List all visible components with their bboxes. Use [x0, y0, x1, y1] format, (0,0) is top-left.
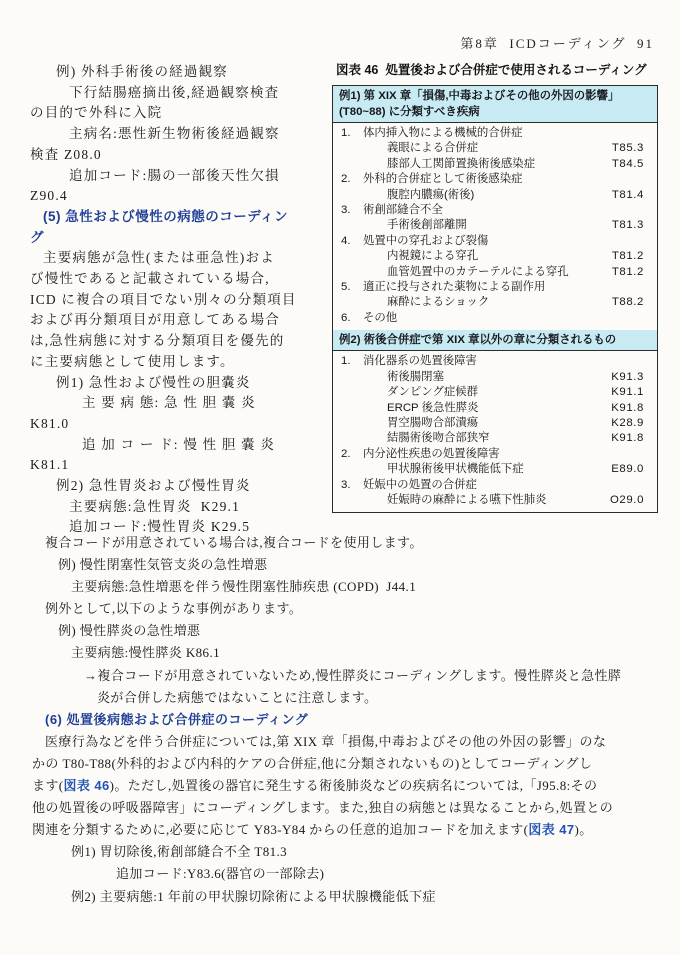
- entry-label: 甲状腺術後甲状機能低下症: [387, 463, 524, 476]
- table-section-body: [333, 351, 657, 512]
- text-line: [30, 124, 334, 145]
- table-entry-row: [333, 370, 657, 385]
- table-group-title: [333, 354, 657, 369]
- text-line: [32, 775, 654, 797]
- table-entry-row: [333, 416, 657, 431]
- text-segment: 主 要 病 態: 急 性 胆 嚢 炎: [82, 395, 256, 411]
- text-segment: 例) 慢性膵炎の急性増悪: [58, 623, 201, 639]
- entry-label: 麻酔によるショック: [387, 296, 490, 309]
- group-title-text: 体内挿入物による機械的合併症: [363, 127, 523, 139]
- text-segment: 例1) 急性および慢性の胆嚢炎: [56, 374, 251, 390]
- text-line: [30, 373, 334, 394]
- text-line: [30, 331, 334, 352]
- table-section-header: 例1) 第 XIX 章「損傷,中毒およびその他の外因の影響」(T80~88) に分類すべき疾病: [333, 86, 657, 123]
- text-segment: 例2) 主要病態:1 年前の甲状腺切除術による甲状腺機能低下症: [71, 888, 436, 904]
- entry-label: 手術後創部離開: [387, 219, 467, 232]
- text-segment: Z90.4: [30, 188, 68, 204]
- figure-reference: 図表 46: [63, 778, 110, 794]
- text-line: [32, 797, 654, 819]
- entry-code: T85.3: [611, 142, 644, 155]
- table-group-title: [333, 234, 657, 249]
- text-line: [32, 554, 654, 576]
- table-entry-row: [333, 265, 657, 280]
- text-segment: (6) 処置後病態および合併症のコーディング: [45, 711, 309, 727]
- text-line: [30, 103, 334, 124]
- entry-label: ダンピング症候群: [387, 386, 479, 399]
- text-line: [32, 863, 654, 885]
- text-segment: 医療行為などを伴う合併症については,第 XIX 章「損傷,中毒およびその他の外因の影響」のな: [45, 733, 607, 749]
- table-entry-row: [333, 218, 657, 233]
- section-heading: [32, 709, 654, 731]
- entry-code: T88.2: [611, 296, 644, 309]
- text-segment: K81.1: [30, 457, 70, 473]
- group-title-text: 内分泌性疾患の処置後障害: [363, 447, 500, 460]
- text-segment: →複合コードが用意されていないため,慢性膵炎にコーディングします。慢性膵炎と急性膵: [84, 667, 622, 683]
- text-segment: 関連を分類するために,必要に応じて Y83-Y84 からの任意的追加コードを加えます(: [32, 822, 529, 838]
- entry-code: K91.1: [611, 386, 644, 399]
- text-line: [32, 598, 654, 620]
- text-line: [30, 352, 334, 373]
- text-line: [30, 83, 334, 104]
- group-number: 6.: [341, 311, 351, 324]
- text-line: [30, 476, 334, 497]
- text-line: [32, 819, 654, 841]
- text-segment: 例外として,以下のような事例があります。: [45, 601, 303, 617]
- text-segment: び慢性であると記載されている場合,: [30, 271, 270, 287]
- group-title-text: 術創部縫合不全: [363, 204, 443, 217]
- text-segment: の目的で外科に入院: [30, 105, 163, 121]
- table-section-body: [333, 123, 657, 330]
- text-line: [32, 665, 654, 687]
- group-title-text: 消化器系の処置後障害: [363, 355, 477, 368]
- text-segment: 例2) 急性胃炎および慢性胃炎: [56, 478, 251, 494]
- table-group-title: [333, 447, 657, 462]
- text-segment: 例) 慢性閉塞性気管支炎の急性増悪: [58, 557, 268, 573]
- table-section-header: 例2) 術後合併症で第 XIX 章以外の章に分類されるもの: [333, 330, 657, 351]
- text-segment: 他の処置後の呼吸器障害」にコーディングします。また,独自の病態とは異なることから,処置との: [32, 800, 614, 816]
- entry-code: T81.2: [611, 265, 644, 278]
- entry-label: 結腸術後吻合部狭窄: [387, 432, 490, 445]
- text-line: [32, 620, 654, 642]
- entry-code: K91.8: [611, 401, 644, 414]
- figure-caption: 図表 46 処置後および合併症で使用されるコーディング: [336, 63, 647, 77]
- text-line: [30, 186, 334, 207]
- text-segment: 下行結腸癌摘出後,経過観察検査: [69, 84, 280, 100]
- text-segment: 追加コード:慢性胃炎 K29.5: [69, 519, 251, 535]
- text-line: [30, 414, 334, 435]
- table-entry-row: [333, 295, 657, 310]
- text-segment: 主要病態が急性(または亜急性)およ: [43, 250, 275, 266]
- entry-code: K28.9: [611, 416, 644, 429]
- table-group-title: [333, 172, 657, 187]
- text-line: [30, 145, 334, 166]
- entry-label: 内視鏡による穿孔: [387, 250, 479, 263]
- entry-label: 妊娠時の麻酔による嚥下性肺炎: [387, 493, 547, 506]
- group-number: 4.: [341, 234, 351, 247]
- table-group-title: [333, 203, 657, 218]
- text-line: [30, 269, 334, 290]
- table-entry-row: [333, 401, 657, 416]
- table-group-title: [333, 126, 657, 141]
- text-line: [32, 731, 654, 753]
- text-line: [32, 576, 654, 598]
- text-segment: 主要病態:急性増悪を伴う慢性閉塞性肺疾患 (COPD) J44.1: [71, 579, 417, 595]
- table-group-title: [333, 311, 657, 326]
- text-line: [32, 642, 654, 664]
- table-entry-row: [333, 157, 657, 172]
- text-segment: ICD に複合の項目でない別々の分類項目: [30, 291, 297, 307]
- entry-code: O29.0: [609, 493, 644, 506]
- text-line: [30, 497, 334, 518]
- bottom-text-block: [32, 532, 654, 908]
- group-number: 5.: [341, 281, 351, 294]
- text-segment: 主要病態:慢性膵炎 K86.1: [71, 645, 221, 661]
- group-title-text: 処置中の穿孔および裂傷: [363, 234, 489, 247]
- table-entry-row: [333, 462, 657, 477]
- text-line: [30, 455, 334, 476]
- text-line: [32, 687, 654, 709]
- group-number: 1.: [341, 355, 351, 368]
- entry-code: T81.3: [611, 219, 644, 232]
- entry-code: T81.2: [611, 250, 644, 263]
- table-entry-row: [333, 141, 657, 156]
- text-line: [30, 62, 334, 83]
- group-title-text: その他: [363, 311, 398, 324]
- entry-label: 腹腔内膿瘍(術後): [387, 188, 475, 201]
- entry-label: 膝部人工関節置換術後感染症: [387, 157, 536, 170]
- text-segment: 例1) 胃切除後,術創部縫合不全 T81.3: [71, 844, 288, 860]
- text-segment: 例) 外科手術後の経過観察: [56, 64, 228, 79]
- entry-label: 術後腸閉塞: [387, 370, 444, 383]
- entry-code: T84.5: [611, 157, 644, 170]
- text-segment: グ: [30, 229, 44, 245]
- text-segment: 炎が合併した病態ではないことに注意します。: [97, 689, 378, 705]
- group-number: 3.: [341, 478, 351, 491]
- text-segment: に主要病態として使用します。: [30, 353, 235, 369]
- text-segment: 追加コード:腸の一部後天性欠損: [69, 167, 280, 183]
- text-line: [30, 166, 334, 187]
- text-line: [32, 753, 654, 775]
- entry-label: 胃空腸吻合部潰瘍: [387, 416, 479, 429]
- table-entry-row: [333, 249, 657, 264]
- text-segment: 追加コード:Y83.6(器官の一部除去): [116, 866, 325, 882]
- figure-table: [332, 85, 658, 513]
- entry-code: K91.8: [611, 432, 644, 445]
- text-segment: 追 加 コ ー ド: 慢 性 胆 嚢 炎: [82, 436, 276, 452]
- text-line: [30, 435, 334, 456]
- table-entry-row: [333, 431, 657, 446]
- group-title-text: 適正に投与された薬物による副作用: [363, 281, 546, 294]
- entry-code: K91.3: [611, 370, 644, 383]
- group-number: 2.: [341, 447, 351, 460]
- entry-label: 血管処置中のカテーテルによる穿孔: [387, 265, 569, 278]
- section-heading: [30, 228, 334, 249]
- text-segment: (5) 急性および慢性の病態のコーディン: [43, 208, 289, 224]
- table-group-title: [333, 478, 657, 493]
- text-segment: )。: [574, 822, 593, 838]
- entry-label: ERCP 後急性膵炎: [387, 401, 479, 414]
- text-segment: ます(: [32, 778, 64, 794]
- table-entry-row: [333, 188, 657, 203]
- group-number: 3.: [341, 204, 351, 217]
- text-segment: 主病名:悪性新生物術後経過観察: [69, 126, 280, 142]
- figure-46: [332, 60, 658, 513]
- text-line: [30, 290, 334, 311]
- text-segment: K81.0: [30, 415, 70, 431]
- text-segment: および再分類項目が用意してある場合: [30, 312, 280, 328]
- section-heading: [30, 207, 334, 228]
- table-group-title: [333, 280, 657, 295]
- text-segment: かの T80-T88(外科的および内科的ケアの合併症,他に分類されないもの)としてコーディングし: [32, 755, 593, 771]
- page-header: 第8章 ICDコーディング 91: [460, 36, 654, 51]
- text-line: [32, 841, 654, 863]
- figure-reference: 図表 47: [528, 822, 575, 838]
- group-title-text: 妊娠中の処置の合併症: [363, 478, 477, 491]
- group-number: 1.: [341, 127, 351, 139]
- left-column: [30, 62, 334, 538]
- text-line: [30, 393, 334, 414]
- text-line: [30, 248, 334, 269]
- table-entry-row: [333, 493, 657, 508]
- entry-code: T81.4: [611, 188, 644, 201]
- text-segment: は,急性病態に対する分類項目を優先的: [30, 333, 285, 349]
- text-line: [30, 310, 334, 331]
- text-line: [32, 532, 654, 554]
- text-segment: )。ただし,処置後の器官に発生する術後肺炎などの疾病名については,「J95.8:その: [109, 778, 598, 794]
- group-title-text: 外科的合併症として術後感染症: [363, 173, 523, 186]
- group-number: 2.: [341, 173, 351, 186]
- entry-code: E89.0: [611, 463, 644, 476]
- entry-label: 義眼による合併症: [387, 142, 479, 155]
- text-line: [32, 886, 654, 908]
- text-segment: 複合コードが用意されている場合は,複合コードを使用します。: [45, 535, 423, 550]
- table-entry-row: [333, 385, 657, 400]
- text-segment: 検査 Z08.0: [30, 146, 102, 162]
- text-segment: 主要病態:急性胃炎 K29.1: [69, 498, 241, 514]
